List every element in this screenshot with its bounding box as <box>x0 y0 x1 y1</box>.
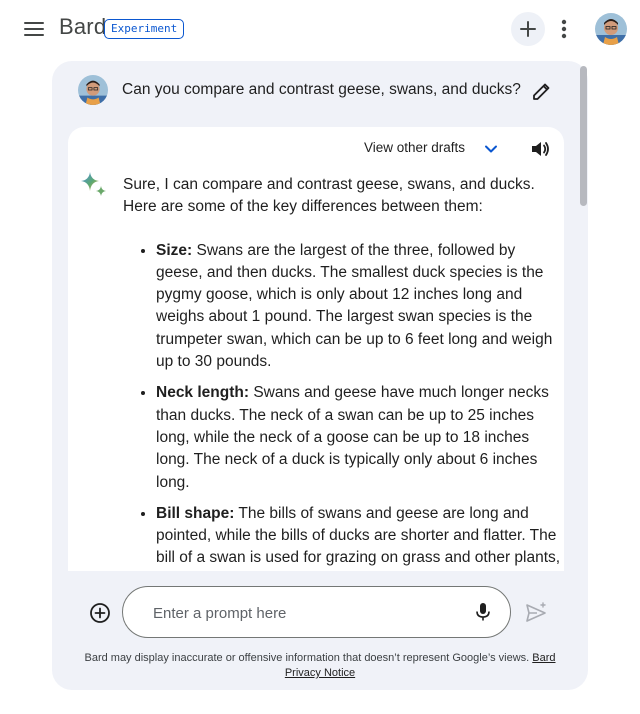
point-title: Bill shape: <box>156 504 235 522</box>
bard-link[interactable]: Bard <box>532 652 556 664</box>
send-icon[interactable] <box>524 601 548 625</box>
sparkle-icon <box>80 171 108 199</box>
user-query-text: Can you compare and contrast geese, swans, and ducks? <box>122 81 521 98</box>
add-circle-icon[interactable] <box>88 601 112 625</box>
prompt-box <box>122 586 511 638</box>
top-bar <box>0 0 640 58</box>
point-text: Swans are the largest of the three, followed by geese, and then ducks. The smallest duck species is the pygmy goose, which is only about 12 inches long and weighs about 1 pound. The largest swan species is the trumpeter swan, which can be up to 6 feet long and weigh up to 30 pounds. <box>156 241 553 371</box>
scrollbar-thumb[interactable] <box>580 66 587 206</box>
disclaimer-text: Bard may display inaccurate or offensive information that doesn’t represent Google’s views. <box>84 652 530 664</box>
chat-card <box>52 61 588 690</box>
chevron-down-icon[interactable] <box>481 139 501 159</box>
experiment-badge: Experiment <box>104 19 184 39</box>
user-avatar <box>78 75 108 105</box>
mic-icon[interactable] <box>472 601 494 623</box>
menu-icon[interactable] <box>22 17 46 41</box>
view-other-drafts-button[interactable]: View other drafts <box>364 140 466 155</box>
plus-icon <box>519 20 537 38</box>
list-item <box>156 503 563 570</box>
response-points-list <box>123 240 563 570</box>
response-panel <box>68 127 564 571</box>
point-title: Size: <box>156 241 193 259</box>
prompt-input[interactable] <box>151 601 455 625</box>
app-name: Bard <box>59 14 107 39</box>
list-item <box>156 240 563 374</box>
point-text: The bills of swans and geese are long and pointed, while the bills of ducks are shorter and flatter. The bill of a swan is used for grazing on grass and other plants, <box>156 504 561 567</box>
list-item <box>156 382 563 493</box>
response-text <box>123 174 563 571</box>
new-chat-button[interactable] <box>511 12 545 46</box>
speaker-icon[interactable] <box>529 138 551 160</box>
disclaimer <box>60 651 580 681</box>
response-intro: Sure, I can compare and contrast geese, swans, and ducks. Here are some of the key differences between them: <box>123 176 535 216</box>
privacy-notice-link[interactable]: Privacy Notice <box>284 667 356 679</box>
point-title: Neck length: <box>156 384 250 402</box>
account-avatar[interactable] <box>595 13 627 45</box>
user-message <box>78 75 548 107</box>
point-text: Swans and geese have much longer necks than ducks. The neck of a swan can be up to 25 inches long, while the neck of a goose can be up to 18 inches long. The neck of a duck is typically only about 6 inches long. <box>156 384 549 491</box>
edit-icon[interactable] <box>530 79 554 103</box>
more-vert-icon[interactable] <box>553 16 575 42</box>
